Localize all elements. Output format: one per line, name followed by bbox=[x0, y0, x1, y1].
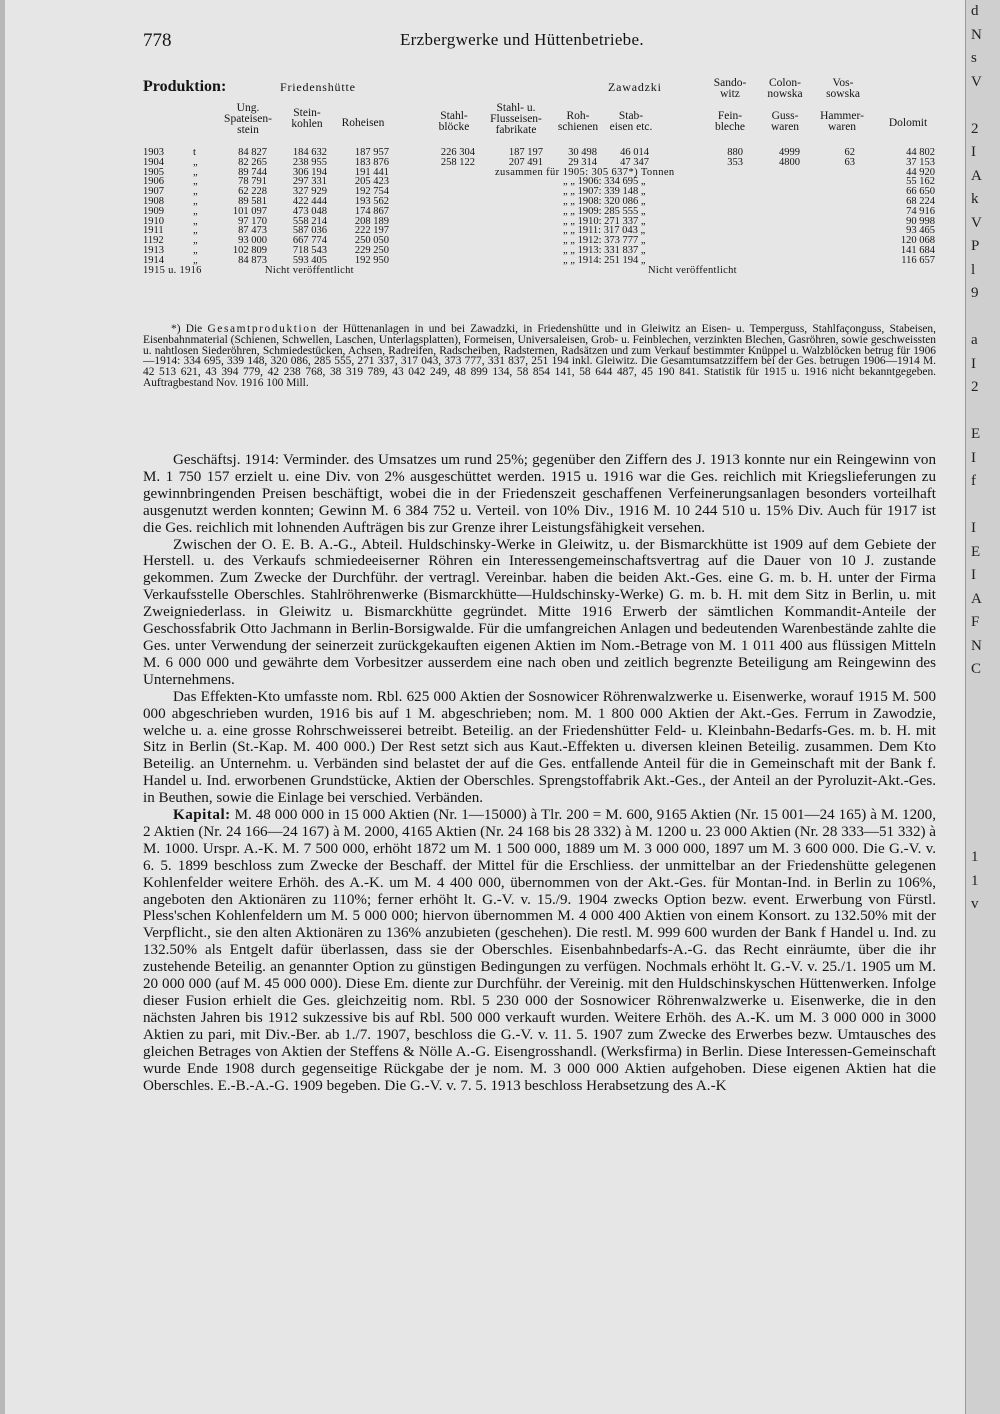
row-year: 1910 bbox=[143, 215, 164, 227]
row-rohschienen: 29 314 bbox=[568, 156, 597, 168]
row-unit: „ bbox=[193, 215, 198, 227]
col-feinbleche: Fein- bleche bbox=[714, 110, 745, 133]
adjacent-page-fragment: s bbox=[971, 50, 977, 66]
footnote bbox=[143, 324, 936, 389]
row-roheisen: 193 562 bbox=[354, 195, 389, 207]
row-hammerwaren: 62 bbox=[844, 147, 855, 158]
row-zawadzki-total: „ „ 1912: 373 777 „ bbox=[563, 235, 646, 247]
row-unit: t bbox=[193, 147, 196, 158]
row-zawadzki-total: „ „ 1907: 339 148 „ bbox=[563, 186, 646, 198]
row-roheisen: 250 050 bbox=[354, 235, 389, 247]
adjacent-page-fragment bbox=[966, 1034, 1000, 1058]
adjacent-page-fragment: A bbox=[971, 167, 982, 184]
row-dolomit: 120 068 bbox=[900, 235, 935, 247]
row-dolomit: 66 650 bbox=[906, 186, 935, 198]
row-roheisen: 205 423 bbox=[354, 176, 389, 188]
row-unit: „ bbox=[193, 254, 198, 266]
production-row-last bbox=[143, 266, 938, 276]
adjacent-page-fragment bbox=[966, 1199, 1000, 1223]
adjacent-page-fragment: P bbox=[971, 238, 980, 254]
col-hammerwaren: Hammer- waren bbox=[820, 110, 864, 133]
row-steinkohlen: 667 774 bbox=[292, 235, 327, 247]
row-year: 1914 bbox=[143, 254, 164, 266]
adjacent-page-fragment: I bbox=[971, 520, 976, 536]
adjacent-page-fragment bbox=[966, 964, 1000, 988]
row-gusswaren: 4999 bbox=[779, 147, 800, 158]
adjacent-page-fragment: d bbox=[971, 3, 979, 19]
row-dolomit: 74 916 bbox=[906, 205, 935, 217]
row-unit: „ bbox=[193, 195, 198, 207]
row-zawadzki-total: „ „ 1914: 251 194 „ bbox=[563, 254, 646, 266]
row-zawadzki-total: „ „ 1913: 331 837 „ bbox=[563, 244, 646, 256]
row-steinkohlen: 306 194 bbox=[292, 166, 327, 178]
footnote-spaced-term: Gesamtproduktion bbox=[207, 323, 318, 335]
row-dolomit: 55 162 bbox=[906, 176, 935, 188]
row-stahlbloecke: 226 304 bbox=[440, 147, 475, 158]
row-unit: „ bbox=[193, 176, 198, 188]
adjacent-page-fragment: E bbox=[971, 543, 981, 560]
row-rohschienen: 30 498 bbox=[568, 147, 597, 158]
page-number: 778 bbox=[143, 30, 172, 51]
row-roheisen: 229 250 bbox=[354, 244, 389, 256]
row-steinkohlen: 297 331 bbox=[292, 176, 327, 188]
row-spateisenstein: 62 228 bbox=[238, 186, 267, 198]
row-steinkohlen: 718 543 bbox=[292, 244, 327, 256]
adjacent-page-fragment bbox=[966, 1222, 1000, 1246]
adjacent-page-fragment bbox=[966, 1058, 1000, 1082]
row-year: 1911 bbox=[143, 225, 164, 237]
adjacent-page-fragment: k bbox=[971, 191, 979, 207]
row-unit: „ bbox=[193, 225, 198, 237]
row-spateisenstein: 84 873 bbox=[238, 254, 267, 266]
adjacent-page-fragment bbox=[966, 987, 1000, 1011]
row-zawadzki-total: „ „ 1909: 285 555 „ bbox=[563, 205, 646, 217]
production-row bbox=[143, 256, 938, 266]
adjacent-page-fragment bbox=[966, 1128, 1000, 1152]
row-spateisenstein: 89 581 bbox=[238, 195, 267, 207]
adjacent-page-fragment bbox=[966, 1293, 1000, 1317]
row-spateisenstein: 78 791 bbox=[238, 176, 267, 188]
row-spateisenstein: 82 265 bbox=[238, 156, 267, 168]
row-hammerwaren: 63 bbox=[844, 156, 855, 168]
row-year: 1913 bbox=[143, 244, 164, 256]
adjacent-page-fragment bbox=[966, 1011, 1000, 1035]
col-rohschienen: Roh- schienen bbox=[557, 110, 599, 133]
adjacent-page-fragment: E bbox=[971, 426, 981, 442]
adjacent-page-fragment bbox=[966, 94, 1000, 118]
adjacent-page-fragment bbox=[966, 400, 1000, 424]
adjacent-page-fragment bbox=[966, 940, 1000, 964]
adjacent-page-fragment: f bbox=[971, 473, 976, 489]
row-spateisenstein: 89 744 bbox=[238, 166, 267, 178]
row-feinbleche: 353 bbox=[727, 156, 743, 168]
row-stahlbloecke: 258 122 bbox=[440, 156, 475, 168]
row-years-1915-1916: 1915 u. 1916 bbox=[143, 264, 202, 276]
adjacent-page-fragment: A bbox=[971, 590, 982, 607]
adjacent-page-fragment bbox=[966, 705, 1000, 729]
row-roheisen: 208 189 bbox=[354, 215, 389, 227]
row-zawadzki-total: „ „ 1911: 317 043 „ bbox=[563, 225, 646, 237]
adjacent-page-fragment: I bbox=[971, 144, 976, 160]
row-roheisen: 187 957 bbox=[354, 147, 389, 158]
row-year: 1907 bbox=[143, 186, 164, 198]
row-steinkohlen: 238 955 bbox=[292, 156, 327, 168]
group-colonnowska: Colon- nowska bbox=[767, 77, 803, 100]
row-dolomit: 93 465 bbox=[906, 225, 935, 237]
row-unit: „ bbox=[193, 235, 198, 247]
row-roheisen: 174 867 bbox=[354, 205, 389, 217]
page-header bbox=[143, 30, 933, 54]
row-spateisenstein: 93 000 bbox=[238, 235, 267, 247]
row-year: 1903 bbox=[143, 147, 164, 158]
group-friedenshuette: Friedenshütte bbox=[280, 80, 356, 94]
row-dolomit: 141 684 bbox=[900, 244, 935, 256]
row-unit: „ bbox=[193, 166, 198, 178]
row-zawadzki-total: „ „ 1908: 320 086 „ bbox=[563, 195, 646, 207]
paragraph-interessengemeinschaft: Zwischen der O. E. B. A.-G., Abteil. Huldschinsky-Werke in Gleiwitz, u. der Bismarckhütte ist 1909 auf dem Gebiete der Herstell. u. des Verkaufs schmiedeeiserner Röhren ein Interessengemeinschaftsvertrag auf die Dauer von 10 J. zustande gekommen. Zum Zwecke der Durchführ. der vertragl. Vereinbar. haben die beiden Akt.-Ges. eine G. m. b. H. unter der Firma Verkaufsstelle Oberschles. Stahlröhrenwerke (Bismarckhütte—Huldschinsky-Werke) G. m. b. H. mit dem Sitz in Berlin, u. mit Zweigniederlass. in Gleiwitz u. Bismarckhütte gegründet. Mitte 1916 Erwerb der sämtlichen Kommandit-Anteile der Geschossfabrik Otto Jachmann in Berlin-Borsigwalde. Für die umfangreichen Anlagen und bedeutenden Warenbestände zahlte die Ges. unter Verwendung der seinerzeit zurückgekauften eigenen Aktien im Nom.-Betrage von M. 1 011 400 aus flüssigen Mitteln M. 6 000 000 und gewährte dem Vorbesitzer ausserdem eine nach oben und zeitlich begrenzte Beteiligung am Reingewinn des Unternehmens. bbox=[143, 536, 936, 688]
kapital-label: Kapital: bbox=[173, 807, 231, 824]
row-year: 1906 bbox=[143, 176, 164, 188]
row-unit: „ bbox=[193, 244, 198, 256]
row-steinkohlen: 184 632 bbox=[292, 147, 327, 158]
col-gusswaren: Guss- waren bbox=[770, 110, 800, 133]
adjacent-page-fragment bbox=[966, 1105, 1000, 1129]
adjacent-page-fragment bbox=[966, 729, 1000, 753]
row-dolomit: 44 802 bbox=[906, 147, 935, 158]
row-steinkohlen: 587 036 bbox=[292, 225, 327, 237]
row-flusseisen: 187 197 bbox=[508, 147, 543, 158]
adjacent-page-fragment: 1 bbox=[971, 872, 979, 889]
row-stabeisen: 46 014 bbox=[620, 147, 649, 158]
adjacent-page-fragment bbox=[966, 682, 1000, 706]
page-edge bbox=[0, 0, 5, 1414]
adjacent-page-strip bbox=[965, 0, 1000, 1414]
adjacent-page-fragment bbox=[966, 799, 1000, 823]
row-year: 1904 bbox=[143, 156, 164, 168]
adjacent-page-fragment: N bbox=[971, 26, 982, 43]
adjacent-page-fragment bbox=[966, 1175, 1000, 1199]
adjacent-page-fragment: I bbox=[971, 355, 976, 372]
col-steinkohlen: Stein- kohlen bbox=[291, 107, 323, 130]
row-year: 1905 bbox=[143, 166, 164, 178]
adjacent-page-fragment: v bbox=[971, 896, 979, 912]
row-spateisenstein: 84 827 bbox=[238, 147, 267, 158]
row-steinkohlen: 558 214 bbox=[292, 215, 327, 227]
adjacent-page-fragment bbox=[966, 1152, 1000, 1176]
adjacent-page-fragment: N bbox=[971, 637, 982, 654]
group-vossowska: Vos- sowska bbox=[826, 77, 860, 100]
row-steinkohlen: 422 444 bbox=[292, 195, 327, 207]
adjacent-page-fragment: a bbox=[971, 332, 978, 348]
adjacent-page-fragment: V bbox=[971, 73, 982, 90]
adjacent-page-fragment: 9 bbox=[971, 285, 979, 301]
adjacent-page-fragment bbox=[966, 776, 1000, 800]
row-year: 1908 bbox=[143, 195, 164, 207]
paragraph-geschaeftsjahr: Geschäftsj. 1914: Verminder. des Umsatzes um rund 25%; gegenüber den Ziffern des J. 1913 konnte nur ein Reingewinn von M. 1 750 157 erzielt u. eine Div. von 2% ausgeschüttet werden. 1915 u. 1916 war die Ges. reichlich mit Kriegslieferungen zu gewinnbringenden Preisen beschäftigt, wobei die in der Friedenszeit geschaffenen Verfeinerungsanlagen besonders vorteilhaft ausgenutzt werden konnten; Gewinn M. 6 384 752 u. Verteil. von 10% Div., 1916 M. 10 244 510 u. 15% Div. Auch für 1917 ist die Ges. reichlich mit lohnenden Aufträgen bis zur Grenze ihrer Leistungsfähigkeit versehen. bbox=[143, 452, 936, 536]
adjacent-page-fragment: 1 bbox=[971, 849, 979, 865]
row-zawadzki-total: „ „ 1910: 271 337 „ bbox=[563, 215, 646, 227]
row-roheisen: 192 950 bbox=[354, 254, 389, 266]
adjacent-page-fragment: C bbox=[971, 661, 982, 677]
row-spateisenstein: 97 170 bbox=[238, 215, 267, 227]
adjacent-page-fragment: I bbox=[971, 449, 976, 466]
row-flusseisen: 207 491 bbox=[508, 156, 543, 168]
body-text bbox=[143, 452, 936, 1094]
adjacent-page-fragment: l bbox=[971, 261, 976, 278]
paragraph-effekten-konto: Das Effekten-Kto umfasste nom. Rbl. 625 000 Aktien der Sosnowicer Röhrenwalzwerke u. Eisenwerke, worauf 1915 M. 500 000 abgeschrieben wurden, 1916 bis auf 1 M. abgeschrieben; nom. M. 1 800 000 Aktien der Akt.-Ges. Ferrum in Zawodzie, welche u. a. eine grosse Rohrschweisserei betreibt. Beteilig. an der Friedenshütter Feld- u. Kleinbahn-Bedarfs-Ges. m. b. H. mit Sitz in Berlin (St.-Kap. M. 400 000.) Der Rest setzt sich aus Kaut.-Effekten u. diversen kleinen Beteilig. zusammen. Dem Kto Beteilig. an Unternehm. u. Verbänden sind belastet der auf die Ges. entfallende Anteil für die in Gemeinschaft mit der Bank f. Handel u. Ind. erworbenen Grundstücke, Aktien der Oberschles. Sprengstoffabrik Akt.-Ges., der Anteil an der Pyroluzit-Akt.-Ges. in Beuthen, sowie die Einlage bei verschied. Verbänden. bbox=[143, 688, 936, 807]
footnote-lead: *) Die bbox=[171, 323, 203, 335]
row-dolomit: 44 920 bbox=[906, 166, 935, 178]
paragraph-kapital bbox=[143, 807, 936, 1094]
row-year: 1192 bbox=[143, 235, 164, 247]
row-feinbleche: 880 bbox=[727, 147, 743, 158]
kapital-text: M. 48 000 000 in 15 000 Aktien (Nr. 1—15000) à Tlr. 200 = M. 600, 9165 Aktien (Nr. 15 001—24 165) à M. 1200, 2 Aktien (Nr. 24 166—24 167) à M. 2000, 4165 Aktien (Nr. 24 168 bis 28 332) à M. 1200 u. 23 000 Aktien (Nr. 28 333—51 332) à M. 1000. Urspr. A.-K. M. 7 500 000, erhöht 1872 um M. 1 500 000, 1889 um M. 3 000 000, 1897 um M. 3 600 000. Die G.-V. v. 6. 5. 1899 beschloss zum Zwecke der Beschaff. der Mittel für die Erschliess. der unmittelbar an der Friedenshütte gelegenen Kohlenfelder weitere Erhöh. des A.-K. um M. 4 400 000, übernommen von der Akt.-Ges. für Montan-Ind. in Berlin zu 106%, angeboten den Aktionären zu 110%; ferner erhöht lt. G.-V. v. 15./9. 1904 zwecks Option bezw. event. Erwerbung von Fürstl. Pless'schen Kohlenfeldern um M. 5 000 000; hiervon übernommen M. 4 000 400 Aktien von einem Konsort. zu 132.50% mit der Verpflicht., sie den alten Aktionären zu 136% anzubieten (geschehen). Die restl. M. 999 600 wurden der Bank f Handel u. Ind. zu 132.50% als Entgelt dafür überlassen, dass sie der Oberschles. Eisenbahnbedarfs-A.-G. das Recht einräumte, über die ihr zustehende Beteilig. an genannter Option zu günstigen Bedingungen zu verfügen. Nochmals erhöht lt. G.-V. v. 25./1. 1905 um M. 20 000 000 (auf M. 45 000 000). Diese Em. diente zur Durchführ. der Vereinig. mit den Huldschinskyschen Hüttenwerken. Infolge dieser Fusion erhielt die Ges. gleichzeitig nom. Rbl. 5 230 000 der Sosnowicer Röhrenwalzwerke u. Eisenwerke, die in den nächsten Jahren bis 1912 sukzessive bis auf Rbl. 500 000 verkauft wurden. Weitere Erhöh. des A.-K. um M. 3 000 000 in 3000 Aktien zu pari, mit Div.-Ber. ab 1./7. 1907, beschloss die G.-V. v. 11. 5. 1907 zum Zwecke des Erwerbes bezw. Umtausches des gleichen Betrages von Aktien der Steffens & Nölle A.-G. Eisengrosshandl. (Werksfirma) in Berlin. Diese Interessen-Gemeinschaft wurde Ende 1908 durch gegenseitige Rückgabe der je nom. M. 3 000 000 Aktien aufgehoben. Diese eigenen Aktien hat die Oberschles. E.-B.-A.-G. 1909 begeben. Die G.-V. v. 7. 5. 1913 beschloss Herabsetzung des A.-K bbox=[143, 807, 936, 1094]
row-roheisen: 192 754 bbox=[354, 186, 389, 198]
adjacent-page-fragment bbox=[966, 1246, 1000, 1270]
row-not-published-left: Nicht veröffentlicht bbox=[265, 264, 354, 276]
row-unit: „ bbox=[193, 186, 198, 198]
adjacent-page-fragment bbox=[966, 1269, 1000, 1293]
adjacent-page-fragment bbox=[966, 917, 1000, 941]
row-year: 1909 bbox=[143, 205, 164, 217]
adjacent-page-fragment bbox=[966, 494, 1000, 518]
production-rows bbox=[143, 148, 938, 275]
row-unit: „ bbox=[193, 156, 198, 168]
adjacent-page-fragment: V bbox=[971, 214, 982, 231]
row-zawadzki-total: zusammen für 1905: 305 637*) Tonnen bbox=[495, 166, 675, 178]
row-not-published-right: Nicht veröffentlicht bbox=[648, 264, 737, 276]
adjacent-page-fragment: 2 bbox=[971, 120, 979, 137]
row-steinkohlen: 593 405 bbox=[292, 254, 327, 266]
row-roheisen: 222 197 bbox=[354, 225, 389, 237]
col-stabeisen: Stab- eisen etc. bbox=[609, 110, 653, 133]
footnote-text: der Hüttenanlagen in und bei Zawadzki, in Friedenshütte und in Gleiwitz an Eisen- u. Temperguss, Stahlfaçonguss, Stabeisen, Eisenbahnmaterial (Schienen, Schwellen, Laschen, Unterlagsplatten), Formeisen, Universaleisen, Grob- u. Feinblechen, verzinkten Blechen, Gasröhren, sowie geschweissten u. nahtlosen Siederöhren, Schmiedestücken, Achsen, Radreifen, Radscheiben, Radsternen, Radsätzen und zum Verkauf bestimmter Knüppel u. Walzblöcken betrug für 1906—1914: 334 695, 339 148, 320 086, 285 555, 271 337, 317 043, 373 777, 331 837, 251 194 inkl. Gleiwitz. Die Gesamtumsatzziffern bei der Ges. betrugen 1906—1914 M. 42 513 621, 43 394 779, 42 238 768, 38 319 789, 43 042 249, 48 899 134, 58 854 141, 58 644 487, 45 190 841. Statistik für 1915 u. 1916 nicht bekanntgegeben. Auftragbestand Nov. 1916 100 Mill. bbox=[143, 323, 936, 389]
row-dolomit: 90 998 bbox=[906, 215, 935, 227]
row-spateisenstein: 87 473 bbox=[238, 225, 267, 237]
adjacent-page-fragment: 2 bbox=[971, 379, 979, 395]
row-spateisenstein: 101 097 bbox=[232, 205, 267, 217]
production-label: Produktion: bbox=[143, 78, 227, 95]
row-zawadzki-total: „ „ 1906: 334 695 „ bbox=[563, 176, 646, 188]
adjacent-page-fragment: I bbox=[971, 567, 976, 583]
row-stabeisen: 47 347 bbox=[620, 156, 649, 168]
row-roheisen: 183 876 bbox=[354, 156, 389, 168]
col-stahl-flusseisen: Stahl- u. Flusseisen- fabrikate bbox=[490, 102, 542, 136]
col-spateisenstein: Ung. Spateisen- stein bbox=[224, 102, 272, 136]
group-zawadzki: Zawadzki bbox=[608, 80, 662, 94]
row-dolomit: 37 153 bbox=[906, 156, 935, 168]
col-roheisen: Roheisen bbox=[341, 117, 385, 129]
row-dolomit: 68 224 bbox=[906, 195, 935, 207]
adjacent-page-fragment bbox=[966, 1081, 1000, 1105]
adjacent-page-fragment bbox=[966, 306, 1000, 330]
adjacent-page-fragment bbox=[966, 752, 1000, 776]
adjacent-page-fragment: F bbox=[971, 614, 980, 630]
row-roheisen: 191 441 bbox=[354, 166, 389, 178]
row-dolomit: 116 657 bbox=[901, 254, 935, 266]
row-unit: „ bbox=[193, 205, 198, 217]
row-spateisenstein: 102 809 bbox=[232, 244, 267, 256]
row-steinkohlen: 473 048 bbox=[292, 205, 327, 217]
col-stahlbloecke: Stahl- blöcke bbox=[438, 110, 470, 133]
group-sandowitz: Sando- witz bbox=[713, 77, 747, 100]
adjacent-page-fragment bbox=[966, 823, 1000, 847]
col-dolomit: Dolomit bbox=[888, 117, 928, 129]
row-gusswaren: 4800 bbox=[779, 156, 800, 168]
row-steinkohlen: 327 929 bbox=[292, 186, 327, 198]
running-title: Erzbergwerke und Hüttenbetriebe. bbox=[400, 30, 644, 49]
